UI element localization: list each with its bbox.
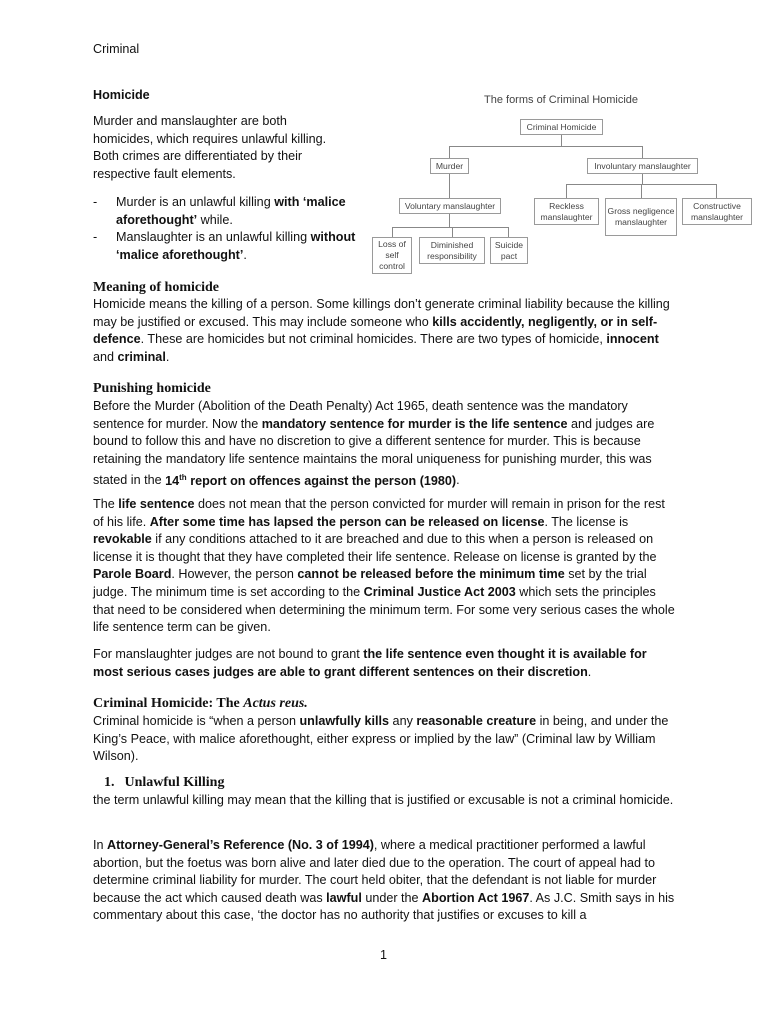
actus-paragraph: Criminal homicide is “when a person unlawfully kills any reasonable creature in being, and under the King’s Peace, with malice aforethought, either express or implied by the law” (Criminal law by William Wilson).: [93, 714, 669, 764]
punishing-paragraph-3: For manslaughter judges are not bound to grant the life sentence even thought it is available for most serious cases judges are able to grant different sentences on their discretion.: [93, 647, 647, 679]
box-reckless: Reckless manslaughter: [534, 198, 599, 225]
box-involuntary: Involuntary manslaughter: [587, 158, 698, 174]
box-loss-of-control: Loss of self control: [372, 237, 412, 274]
intro-bullets: [93, 194, 363, 264]
running-header: Criminal: [93, 42, 140, 56]
punishing-heading: Punishing homicide: [93, 381, 211, 396]
meaning-paragraph: Homicide means the killing of a person. Some killings don’t generate criminal liability because the killing may be justified or excused. This may include someone who kills accidently, negligently, or in self-defence. These are homicides but not criminal homicides. There are two types of homicide, innocent and criminal.: [93, 297, 670, 364]
box-voluntary: Voluntary manslaughter: [399, 198, 501, 214]
box-constructive: Constructive manslaughter: [682, 198, 752, 225]
meaning-heading: Meaning of homicide: [93, 280, 219, 295]
page-number: 1: [380, 948, 388, 962]
unlawful-paragraph-2: In Attorney-General’s Reference (No. 3 of 1994), where a medical practitioner performed a lawful abortion, but the foetus was born alive and later died due to the operation. The court of appeal had to determine criminal liability for murder. The court held obiter, that the defendant is not liable for murder because the act which caused death was lawful under the Abortion Act 1967. As J.C. Smith says in his commentary about this case, ‘the doctor has no authority that justifies or excuses to kill a: [93, 838, 675, 923]
punishing-paragraph-2: The life sentence does not mean that the person convicted for murder will remain in prison for the rest of his life. After some time has lapsed the person can be released on license. The license is revokable if any conditions attached to it are breached and due to this when a person is released on license it is thought that they have completed their life sentence. Release on license is granted by the Parole Board. However, the person cannot be released before the minimum time set by the trial judge. The minimum time is set according to the Criminal Justice Act 2003 which sets the principles that need to be considered when determining the minimum term. For some very serious cases the whole life sentence term can be given.: [93, 497, 675, 635]
box-criminal-homicide: Criminal Homicide: [520, 119, 603, 135]
box-suicide: Suicide pact: [490, 237, 528, 264]
box-diminished: Diminished responsibility: [419, 237, 485, 264]
actus-heading: Criminal Homicide: The Actus reus.: [93, 696, 308, 711]
box-murder: Murder: [430, 158, 469, 174]
intro-text: Murder and manslaughter are both homicides, which requires unlawful killing. Both crimes are differentiated by their respective fault elements.: [93, 114, 327, 181]
unlawful-heading: 1. Unlawful Killing: [104, 775, 225, 790]
homicide-heading: Homicide: [93, 88, 150, 102]
bullet-manslaughter: - Manslaughter is an unlawful killing without ‘malice aforethought’.: [93, 229, 363, 264]
box-gross: Gross negligence manslaughter: [605, 198, 677, 236]
unlawful-paragraph-1: the term unlawful killing may mean that the killing that is justified or excusable is not a criminal homicide.: [93, 793, 674, 807]
bullet-murder: - Murder is an unlawful killing with ‘malice aforethought’ while.: [93, 194, 363, 229]
diagram-title: The forms of Criminal Homicide: [484, 94, 639, 106]
punishing-paragraph-1: Before the Murder (Abolition of the Death Penalty) Act 1965, death sentence was the mandatory sentence for murder. Now the mandatory sentence for murder is the life sentence and judges are bound to follow this and have no discretion to give a different sentence for murder. This is because retaining the mandatory life sentence maintains the moral uniqueness for punishing murder, this was stated in the 14th report on offences against the person (1980).: [93, 399, 655, 488]
